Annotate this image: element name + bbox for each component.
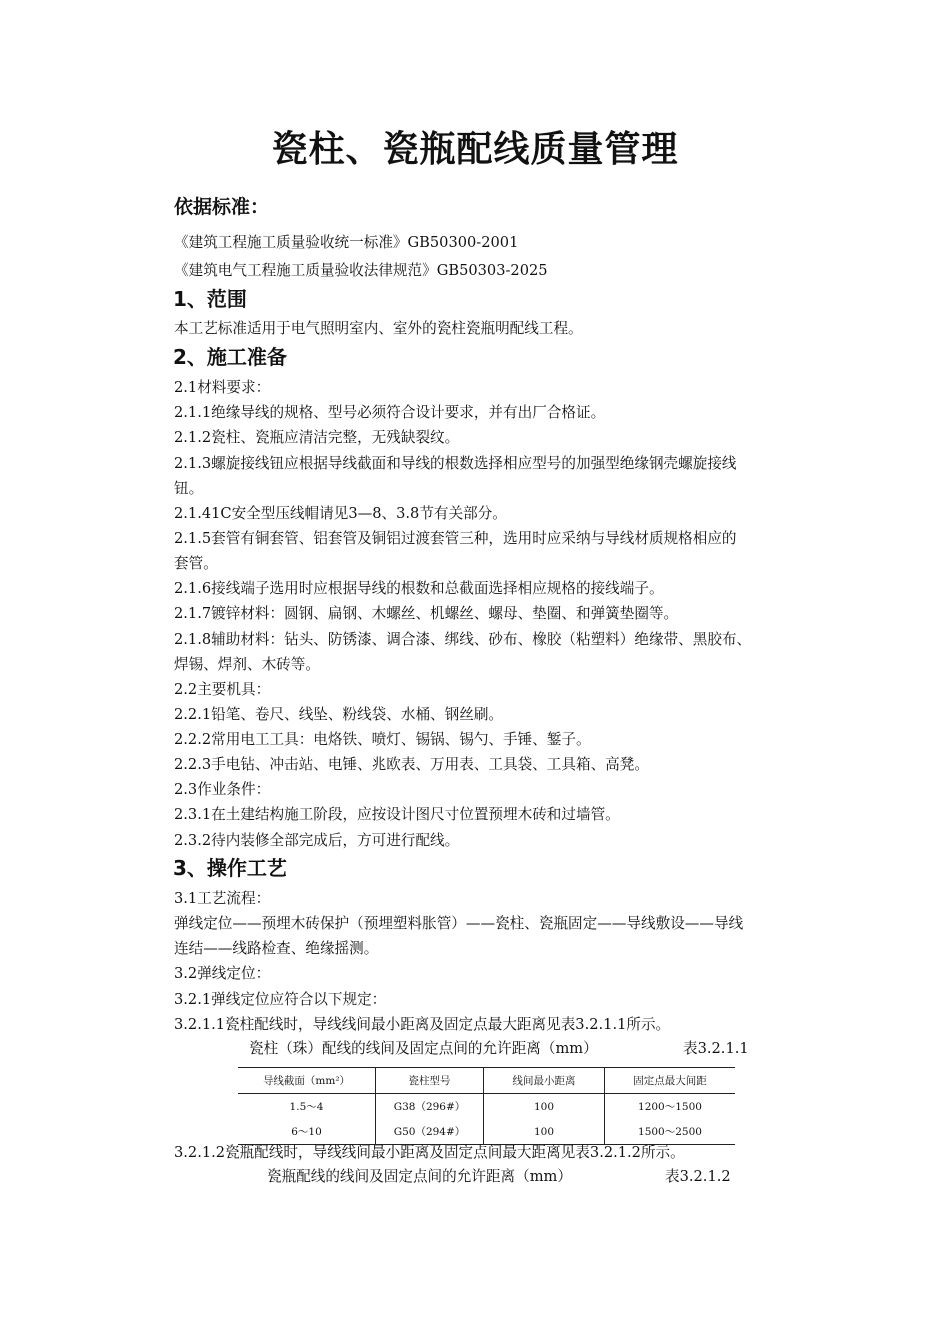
paragraph-line: 2.3作业条件： [174,781,271,798]
table-cell: 1500～2500 [605,1119,736,1145]
table-header-cell: 瓷柱型号 [376,1068,484,1094]
paragraph-line: 2.2.1铅笔、卷尺、线坠、粉线袋、水桶、钢丝刷。 [174,706,504,723]
section-heading: 2、施工准备 [173,345,287,369]
table-header-cell: 线间最小距离 [484,1068,605,1094]
section-heading: 1、范围 [173,287,247,311]
table-row [238,1094,735,1120]
paragraph-line: 2.2.2常用电工工具：电烙铁、喷灯、锡锅、锡勺、手锤、錾子。 [174,731,591,748]
paragraph-line: 3.2弹线定位： [174,965,271,982]
paragraph-line: 2.2.3手电钻、冲击站、电锤、兆欧表、万用表、工具袋、工具箱、高凳。 [174,756,649,773]
table-cell: G38（296#） [376,1094,484,1120]
paragraph-line: 2.1.7镀锌材料：圆钢、扁钢、木螺丝、机螺丝、螺母、垫圈、和弹簧垫圈等。 [174,605,679,622]
table-header-cell: 导线截面（mm²） [238,1068,376,1094]
document-title: 瓷柱、瓷瓶配线质量管理 [271,129,679,170]
table-cell: 1200～1500 [605,1094,736,1120]
paragraph-line: 2.1.3螺旋接线钮应根据导线截面和导线的根数选择相应型号的加强型绝缘钢壳螺旋接线 [174,455,737,472]
table-caption: 瓷瓶配线的线间及固定点间的允许距离（mm） [267,1168,572,1185]
paragraph-line: 3.2.1弹线定位应符合以下规定： [174,991,387,1008]
paragraph-line: 2.3.1在土建结构施工阶段，应按设计图尺寸位置预埋木砖和过墙管。 [174,806,620,823]
table-number: 表3.2.1.1 [683,1040,749,1057]
table-cell: 100 [484,1119,605,1145]
table-caption: 瓷柱（珠）配线的线间及固定点间的允许距离（mm） [249,1040,598,1057]
paragraph-line: 2.1.8辅助材料：钻头、防锈漆、调合漆、绑线、砂布、橡胶（粘塑料）绝缘带、黑胶布、 [174,631,752,648]
section-heading: 3、操作工艺 [173,856,287,880]
paragraph-line: 2.1.6接线端子选用时应根据导线的根数和总截面选择相应规格的接线端子。 [174,580,664,597]
table-cell: G50（294#） [376,1119,484,1145]
paragraph-line: 弹线定位——预埋木砖保护（预埋塑料胀管）——瓷柱、瓷瓶固定——导线敷设——导线 [174,915,744,932]
table-header-row [238,1068,735,1094]
paragraph: 本工艺标准适用于电气照明室内、室外的瓷柱瓷瓶明配线工程。 [174,320,583,337]
table-header-cell: 固定点最大间距 [605,1068,736,1094]
paragraph-line: 2.1.5套管有铜套管、铝套管及铜铝过渡套管三种，选用时应采纳与导线材质规格相应的 [174,530,737,547]
paragraph-line: 2.1.41C安全型压线帽请见3—8、3.8节有关部分。 [174,505,507,522]
paragraph-line: 钮。 [174,480,204,497]
table-number: 表3.2.1.2 [665,1168,731,1185]
table-cell: 6～10 [238,1119,376,1145]
standard-ref: 《建筑电气工程施工质量验收法律规范》GB50303-2025 [174,262,548,279]
paragraph-line: 焊锡、焊剂、木砖等。 [174,656,320,673]
paragraph-line: 2.1.1绝缘导线的规格、型号必须符合设计要求，并有出厂合格证。 [174,404,606,421]
paragraph-line: 连结——线路检查、绝缘摇测。 [174,940,379,957]
paragraph-line: 3.2.1.1瓷柱配线时，导线线间最小距离及固定点最大距离见表3.2.1.1所示。 [174,1016,671,1033]
paragraph-line: 2.1.2瓷柱、瓷瓶应清洁完整，无残缺裂纹。 [174,429,460,446]
table-cell: 1.5～4 [289,1101,324,1113]
paragraph-line: 3.1工艺流程： [174,890,271,907]
paragraph-line: 2.3.2待内装修全部完成后，方可进行配线。 [174,832,460,849]
paragraph-line: 2.2主要机具： [174,681,271,698]
paragraph-line: 套管。 [174,555,218,572]
spacing-table [238,1067,735,1145]
paragraph-line: 2.1材料要求： [174,379,271,396]
paragraph-line: 3.2.1.2瓷瓶配线时，导线线间最小距离及固定点间最大距离见表3.2.1.2所示。 [174,1144,685,1161]
basis-heading: 依据标准： [174,196,270,218]
table-cell: 100 [484,1094,605,1120]
standard-ref: 《建筑工程施工质量验收统一标准》GB50300-2001 [174,234,519,251]
